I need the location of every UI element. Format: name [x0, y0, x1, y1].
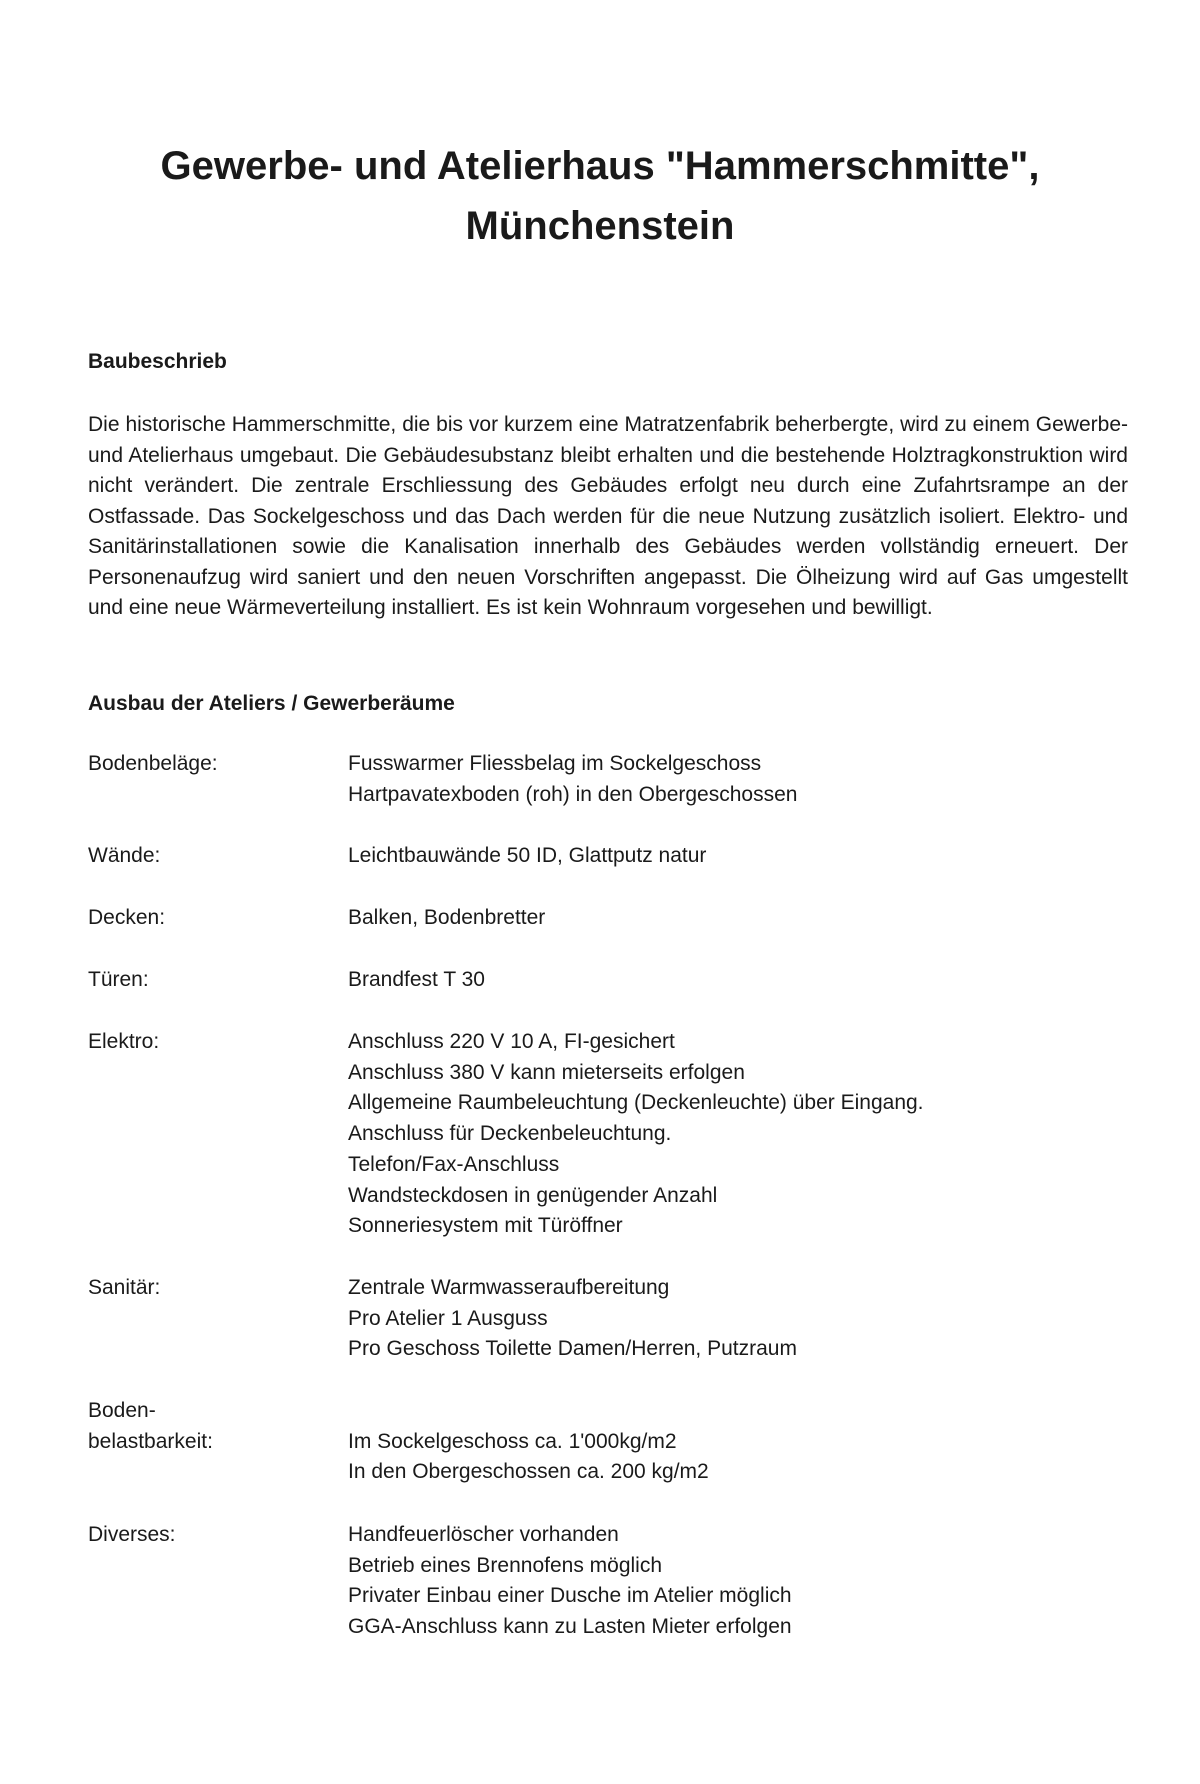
spec-value-line: Sonneriesystem mit Türöffner: [348, 1214, 623, 1238]
spec-label: [88, 841, 348, 872]
spec-values: [348, 1273, 1128, 1365]
title-line-1: Gewerbe- und Atelierhaus "Hammerschmitte",: [160, 144, 1040, 188]
spec-value-line: Privater Einbau einer Dusche im Atelier möglich: [348, 1584, 792, 1608]
title-line-2: Münchenstein: [465, 204, 735, 248]
spec-label-line: Türen:: [88, 968, 149, 991]
spec-label-line: Decken:: [88, 906, 166, 929]
spec-row-decken: [88, 903, 1128, 934]
section-heading-ausbau: Ausbau der Ateliers / Gewerberäume: [88, 692, 455, 715]
spec-label: [88, 1396, 348, 1488]
spec-value-line: Zentrale Warmwasseraufbereitung: [348, 1276, 670, 1299]
spec-value-line: Anschluss 380 V kann mieterseits erfolgen: [348, 1060, 745, 1084]
spec-value-line: Im Sockelgeschoss ca. 1'000kg/m2: [348, 1429, 677, 1453]
spec-label-line: Elektro:: [88, 1030, 160, 1053]
spec-label-line: Bodenbeläge:: [88, 752, 218, 775]
spec-value-line: Handfeuerlöscher vorhanden: [348, 1523, 619, 1546]
spec-row-bodenbelastbarkeit: [88, 1396, 1128, 1488]
spec-label: [88, 903, 348, 934]
spec-value-line: Betrieb eines Brennofens möglich: [348, 1553, 663, 1577]
spec-value-line: Leichtbauwände 50 ID, Glattputz natur: [348, 844, 707, 867]
spec-value-line: [348, 1396, 1128, 1427]
spec-value-line: In den Obergeschossen ca. 200 kg/m2: [348, 1460, 709, 1484]
spec-value-line: Anschluss für Deckenbeleuchtung.: [348, 1122, 672, 1146]
spec-value-line: Hartpavatexboden (roh) in den Obergeschossen: [348, 782, 798, 806]
spec-values: [348, 841, 1128, 872]
spec-values: [348, 965, 1128, 996]
spec-values: [348, 1520, 1128, 1643]
spec-row-waende: [88, 841, 1128, 872]
spec-label: [88, 749, 348, 810]
spec-row-elektro: [88, 1027, 1128, 1242]
spec-label-line: Wände:: [88, 844, 161, 867]
spec-values: [348, 1027, 1128, 1242]
spec-value-line: GGA-Anschluss kann zu Lasten Mieter erfolgen: [348, 1615, 792, 1639]
spec-label-line: Diverses:: [88, 1523, 176, 1546]
spec-values: [348, 1396, 1128, 1488]
spec-value-line: Brandfest T 30: [348, 968, 485, 991]
spec-row-diverses: [88, 1520, 1128, 1643]
section-heading-baubeschrieb: Baubeschrieb: [88, 350, 227, 373]
intro-paragraph: Die historische Hammerschmitte, die bis vor kurzem eine Matratzenfabrik beherbergte, wird zu einem Gewerbe- und Atelierhaus umgebaut. Die Gebäudesubstanz bleibt erhalten und die bestehende Holztragkonstruktion wird nicht verändert. Die zentrale Erschliessung des Gebäudes erfolgt neu durch eine Zufahrtsrampe an der Ostfassade. Das Sockelgeschoss und das Dach werden für die neue Nutzung zusätzlich isoliert. Elektro- und Sanitärinstallationen sowie die Kanalisation innerhalb des Gebäudes werden vollständig erneuert. Der Personenaufzug wird saniert und den neuen Vorschriften angepasst. Die Ölheizung wird auf Gas umgestellt und eine neue Wärmeverteilung installiert. Es ist kein Wohnraum vorgesehen und bewilligt.: [88, 413, 1128, 619]
spec-value-line: Pro Geschoss Toilette Damen/Herren, Putzraum: [348, 1337, 797, 1361]
spec-value-line: Fusswarmer Fliessbelag im Sockelgeschoss: [348, 752, 762, 775]
spec-value-line: Pro Atelier 1 Ausguss: [348, 1306, 548, 1330]
spec-row-tueren: [88, 965, 1128, 996]
spec-label-line: Boden-: [88, 1399, 156, 1422]
spec-value-line: Telefon/Fax-Anschluss: [348, 1152, 560, 1176]
spec-label: [88, 1273, 348, 1365]
document-title: [60, 136, 1140, 256]
spec-value-line: Wandsteckdosen in genügender Anzahl: [348, 1183, 718, 1207]
spec-label: [88, 1520, 348, 1643]
spec-value-line: Balken, Bodenbretter: [348, 906, 546, 929]
spec-label-line: Sanitär:: [88, 1276, 161, 1299]
spec-label-line: belastbarkeit:: [88, 1429, 213, 1453]
spec-values: [348, 749, 1128, 810]
spec-value-line: Anschluss 220 V 10 A, FI-gesichert: [348, 1030, 675, 1053]
spec-label: [88, 1027, 348, 1242]
spec-label: [88, 965, 348, 996]
spec-values: [348, 903, 1128, 934]
spec-row-bodenbelaege: [88, 749, 1128, 810]
spec-value-line: Allgemeine Raumbeleuchtung (Deckenleuchte) über Eingang.: [348, 1091, 924, 1115]
spec-row-sanitaer: [88, 1273, 1128, 1365]
